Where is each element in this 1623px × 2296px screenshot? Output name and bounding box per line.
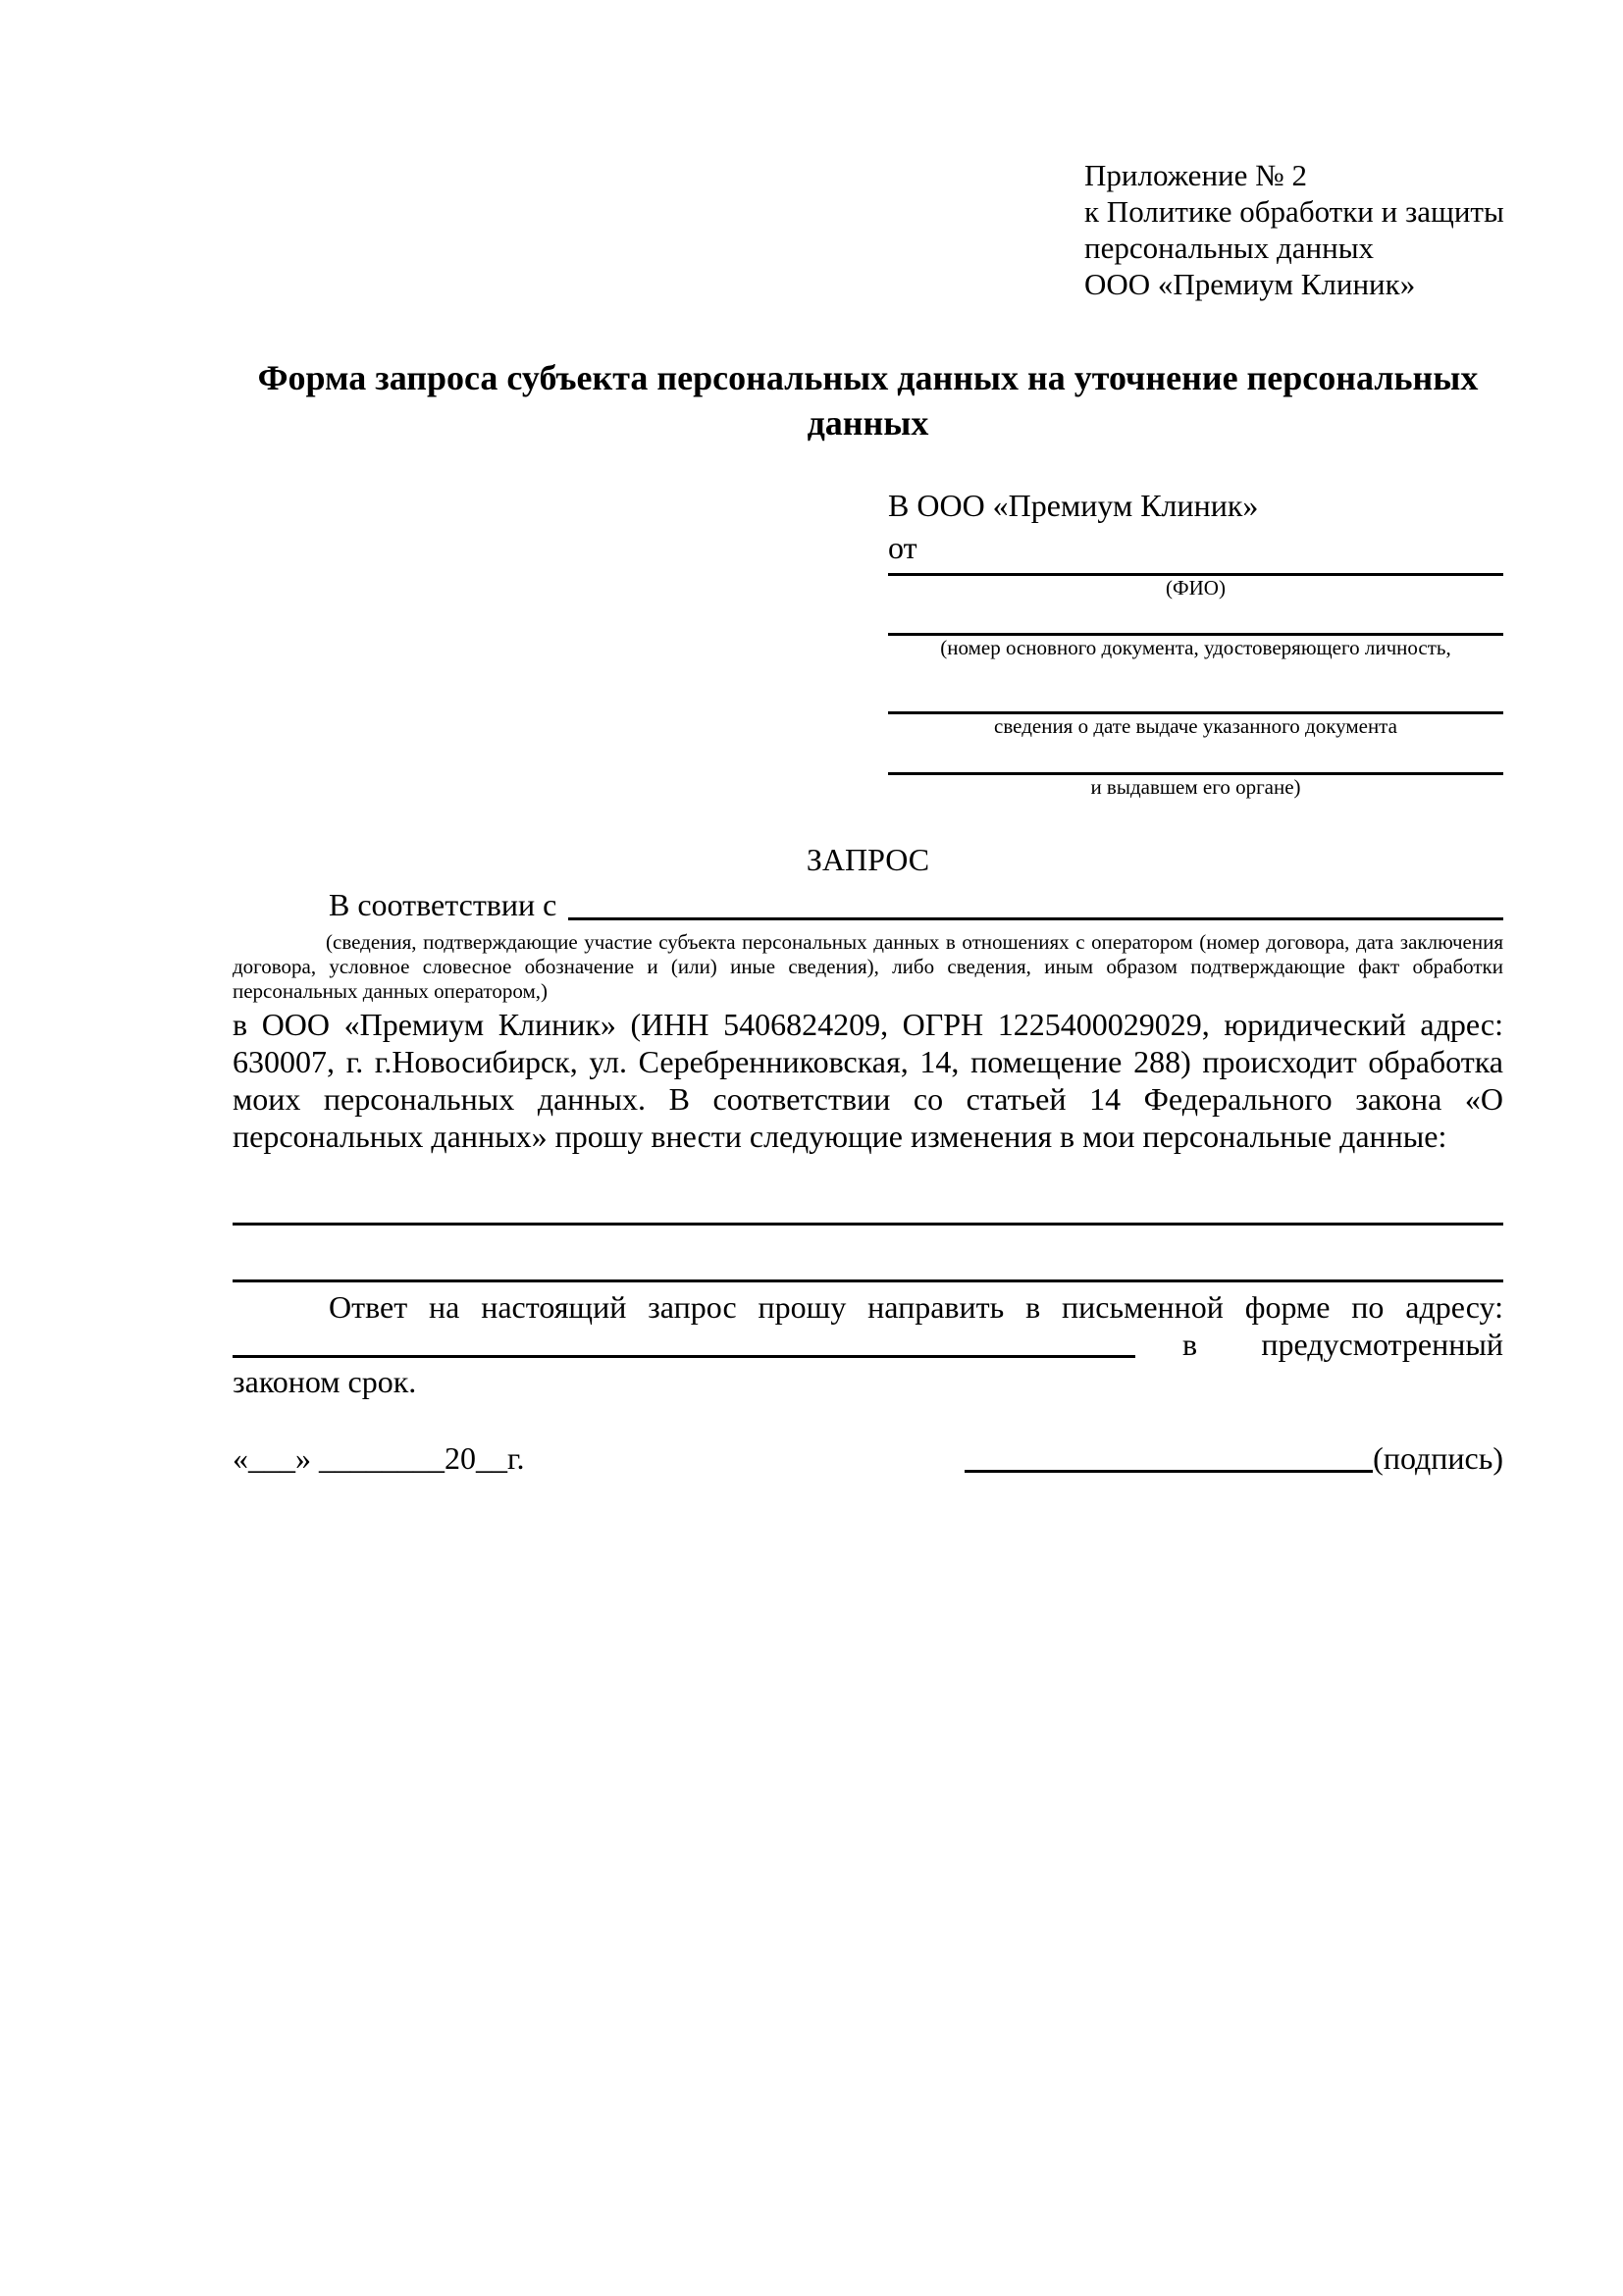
annex-line-1: Приложение № 2 bbox=[1084, 158, 1307, 192]
addressee-block bbox=[888, 488, 1503, 803]
reply-closing: законом срок. bbox=[233, 1364, 417, 1399]
document-number-field-line bbox=[888, 600, 1503, 636]
changes-blank-line-2 bbox=[233, 1228, 1503, 1282]
body-paragraph: в ООО «Премиум Клиник» (ИНН 5406824209, ОГРН 1225400029029, юридический адрес: 630007, г. г.Новосибирск, ул. Серебренниковская, 14, помещение 288) происходит обработка моих персональных данных. В соответствии со статьей 14 Федерального закона «О персональных данных» прошу внести следующие изменения в мои персональные данные: bbox=[233, 1007, 1503, 1154]
reply-sentence: Ответ на настоящий запрос прошу направить в письменной форме по адресу: bbox=[329, 1289, 1503, 1325]
form-title: Форма запроса субъекта персональных данных на уточнение персональных данных bbox=[257, 358, 1479, 443]
issuing-authority-field-line bbox=[888, 739, 1503, 775]
request-heading: ЗАПРОС bbox=[806, 842, 930, 877]
reply-inline-word: в bbox=[1182, 1327, 1198, 1362]
reply-address-line bbox=[233, 1326, 1503, 1363]
reply-tail-word: предусмотренный bbox=[1261, 1327, 1503, 1362]
address-blank-line bbox=[233, 1326, 1135, 1358]
changes-blank-line-1 bbox=[233, 1197, 1503, 1226]
issue-date-field-line bbox=[888, 660, 1503, 714]
intro-line bbox=[233, 886, 1503, 923]
intro-prefix: В соответствии с bbox=[329, 887, 557, 922]
intro-blank-line bbox=[568, 886, 1503, 920]
date-blank: «___» ________20__г. bbox=[233, 1440, 525, 1476]
reply-paragraph bbox=[233, 1288, 1503, 1400]
signature-caption: (подпись) bbox=[1373, 1440, 1503, 1476]
from-field-line: от bbox=[888, 530, 1503, 576]
doc-caption-line-2: сведения о дате выдаче указанного документа bbox=[994, 714, 1397, 738]
footer-row bbox=[233, 1438, 1503, 1478]
annex-line-3: персональных данных bbox=[1084, 231, 1375, 265]
fio-caption: (ФИО) bbox=[1166, 576, 1226, 600]
annex-line-2: к Политике обработки и защиты bbox=[1084, 194, 1504, 229]
doc-caption-line-1: (номер основного документа, удостоверяющего личность, bbox=[940, 636, 1451, 659]
signature-group bbox=[965, 1438, 1503, 1478]
fineprint-note: (сведения, подтверждающие участие субъекта персональных данных в отношениях с оператором (номер договора, дата заключения договора, условное словесное обозначение и (или) иные сведения), либо сведения, иным образом подтверждающие факт обработки персональных данных оператором,) bbox=[233, 930, 1503, 1003]
doc-caption-line-3: и выдавшем его органе) bbox=[1090, 775, 1301, 799]
annex-header bbox=[1084, 157, 1516, 302]
addressee-organization: В ООО «Премиум Клиник» bbox=[888, 488, 1259, 523]
signature-blank-line bbox=[965, 1438, 1373, 1473]
annex-line-4: ООО «Премиум Клиник» bbox=[1084, 267, 1416, 301]
